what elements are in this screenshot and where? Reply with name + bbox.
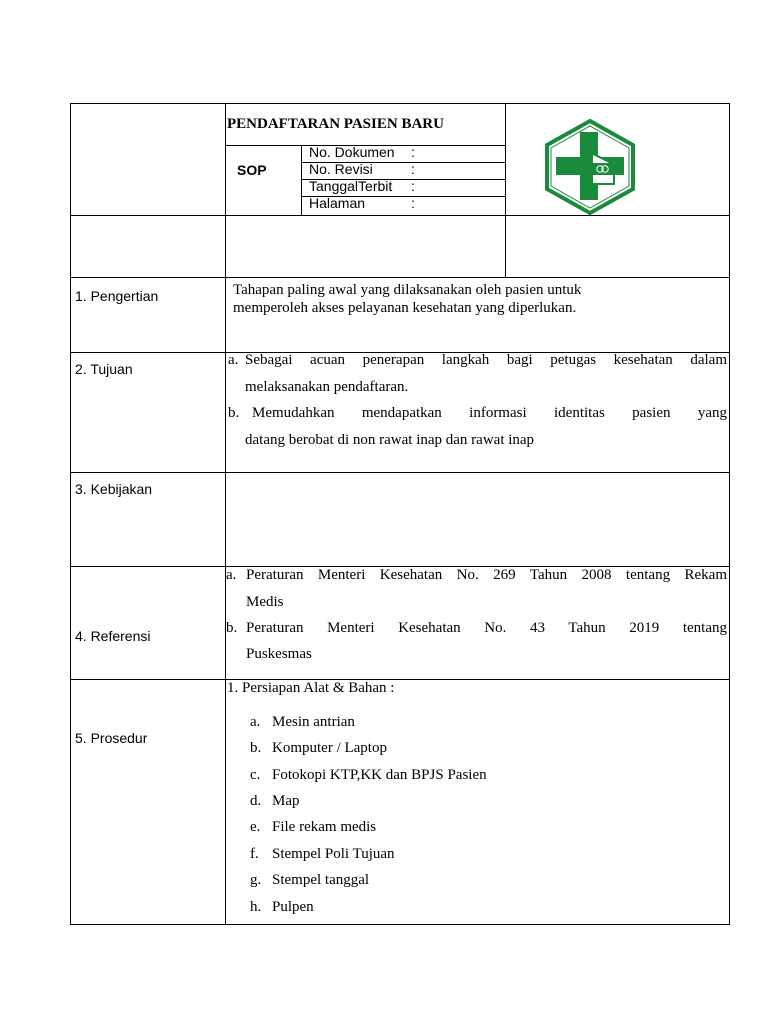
prosedur-item: Stempel Poli Tujuan — [272, 846, 395, 862]
list-marker: b. — [226, 620, 238, 636]
table-divider-meta — [301, 145, 302, 215]
list-marker: a. — [250, 714, 261, 730]
list-marker: b. — [250, 740, 262, 756]
referensi-item-line: Medis — [246, 594, 284, 610]
list-marker: g. — [250, 872, 262, 888]
meta-label-no-dokumen: No. Dokumen — [309, 144, 395, 160]
meta-colon: : — [411, 161, 415, 177]
section-label-prosedur: 5. Prosedur — [75, 730, 148, 746]
meta-colon: : — [411, 144, 415, 160]
table-border-right — [729, 103, 730, 925]
pengertian-line: memperoleh akses pelayanan kesehatan yang diperlukan. — [233, 300, 577, 316]
referensi-item-line: Puskesmas — [246, 646, 312, 662]
prosedur-item: Fotokopi KTP,KK dan BPJS Pasien — [272, 767, 487, 783]
tujuan-item-line: melaksanakan pendaftaran. — [245, 379, 409, 395]
table-divider-col1 — [225, 103, 226, 925]
meta-colon: : — [411, 195, 415, 211]
prosedur-item: Komputer / Laptop — [272, 740, 387, 756]
referensi-item-line: Peraturan Menteri Kesehatan No. 269 Tahun 2008 tentang Rekam — [246, 567, 727, 583]
prosedur-item: File rekam medis — [272, 819, 377, 835]
tujuan-item-line: Sebagai acuan penerapan langkah bagi petugas kesehatan dalam — [245, 352, 727, 368]
document-title: PENDAFTARAN PASIEN BARU — [227, 116, 444, 132]
list-marker: b. — [228, 405, 240, 421]
prosedur-item: Mesin antrian — [272, 714, 355, 730]
table-border-top — [70, 103, 730, 104]
list-marker: e. — [250, 819, 261, 835]
table-rule — [70, 215, 730, 216]
list-marker: c. — [250, 767, 261, 783]
list-marker: d. — [250, 793, 262, 809]
prosedur-heading: 1. Persiapan Alat & Bahan : — [227, 680, 395, 696]
list-marker: a. — [226, 567, 237, 583]
puskesmas-logo-icon — [543, 119, 637, 215]
section-label-tujuan: 2. Tujuan — [75, 361, 133, 377]
table-rule — [70, 472, 730, 473]
table-border-bottom — [70, 924, 730, 925]
pengertian-line: Tahapan paling awal yang dilaksanakan oleh pasien untuk — [233, 282, 582, 298]
table-rule — [70, 679, 730, 680]
prosedur-item: Map — [272, 793, 300, 809]
meta-label-no-revisi: No. Revisi — [309, 161, 373, 177]
referensi-item-line: Peraturan Menteri Kesehatan No. 43 Tahun 2019 tentang — [246, 620, 727, 636]
section-label-referensi: 4. Referensi — [75, 628, 151, 644]
section-label-pengertian: 1. Pengertian — [75, 288, 159, 304]
pengertian-text — [233, 281, 581, 317]
prosedur-item: Pulpen — [272, 899, 314, 915]
list-marker: h. — [250, 899, 262, 915]
table-border-left — [70, 103, 71, 925]
tujuan-item-line: Memudahkan mendapatkan informasi identitas pasien yang — [252, 405, 727, 421]
list-marker: a. — [228, 352, 239, 368]
prosedur-item: Stempel tanggal — [272, 872, 370, 888]
table-rule — [70, 277, 730, 278]
meta-label-tanggal-terbit: TanggalTerbit — [309, 178, 393, 194]
list-marker: f. — [250, 846, 259, 862]
meta-colon: : — [411, 178, 415, 194]
sop-label: SOP — [237, 162, 267, 178]
tujuan-item-line: datang berobat di non rawat inap dan rawat inap — [245, 432, 535, 448]
meta-label-halaman: Halaman — [309, 195, 366, 211]
section-label-kebijakan: 3. Kebijakan — [75, 481, 153, 497]
table-divider-logo — [505, 103, 506, 278]
